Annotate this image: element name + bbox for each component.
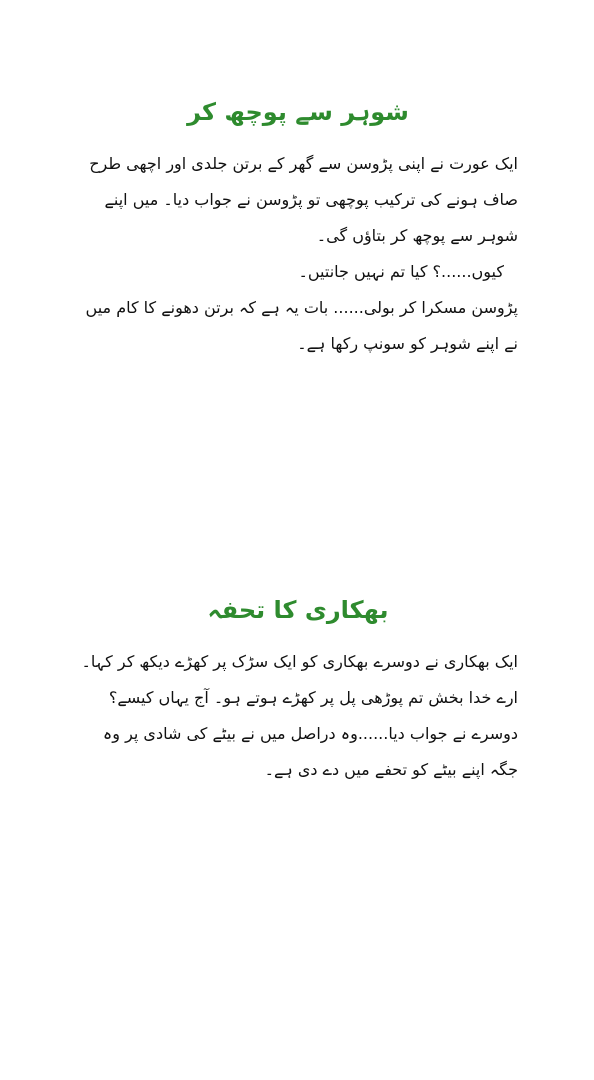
story-1 <box>78 92 518 362</box>
story-1-paragraph-3: پڑوسن مسکرا کر بولی...... بات یہ ہے کہ برتن دھونے کا کام میں نے اپنے شوہر کو سونپ رکھا ہے۔ <box>85 298 518 353</box>
story-1-paragraph-1: ایک عورت نے اپنی پڑوسن سے گھر کے برتن جلدی اور اچھی طرح صاف ہونے کی ترکیب پوچھی تو پڑوسن نے جواب دیا۔ میں اپنے شوہر سے پوچھ کر بتاؤں گی۔ <box>89 154 518 245</box>
story-2-title: بھکاری کا تحفہ <box>207 596 389 624</box>
story-2-paragraph-1: ایک بھکاری نے دوسرے بھکاری کو ایک سڑک پر کھڑے دیکھ کر کہا۔ ارے خدا بخش تم پوڑھی پل پر کھڑے ہوتے ہو۔ آج یہاں کیسے؟ <box>81 652 518 707</box>
story-1-paragraph-2: کیوں......؟ کیا تم نہیں جانتیں۔ <box>298 262 504 281</box>
story-2-paragraph-2: دوسرے نے جواب دیا......وہ دراصل میں نے بیٹے کی شادی پر وہ جگہ اپنے بیٹے کو تحفے میں دے دی ہے۔ <box>102 724 518 779</box>
story-1-title: شوہر سے پوچھ کر <box>187 98 409 126</box>
story-2 <box>78 590 518 788</box>
